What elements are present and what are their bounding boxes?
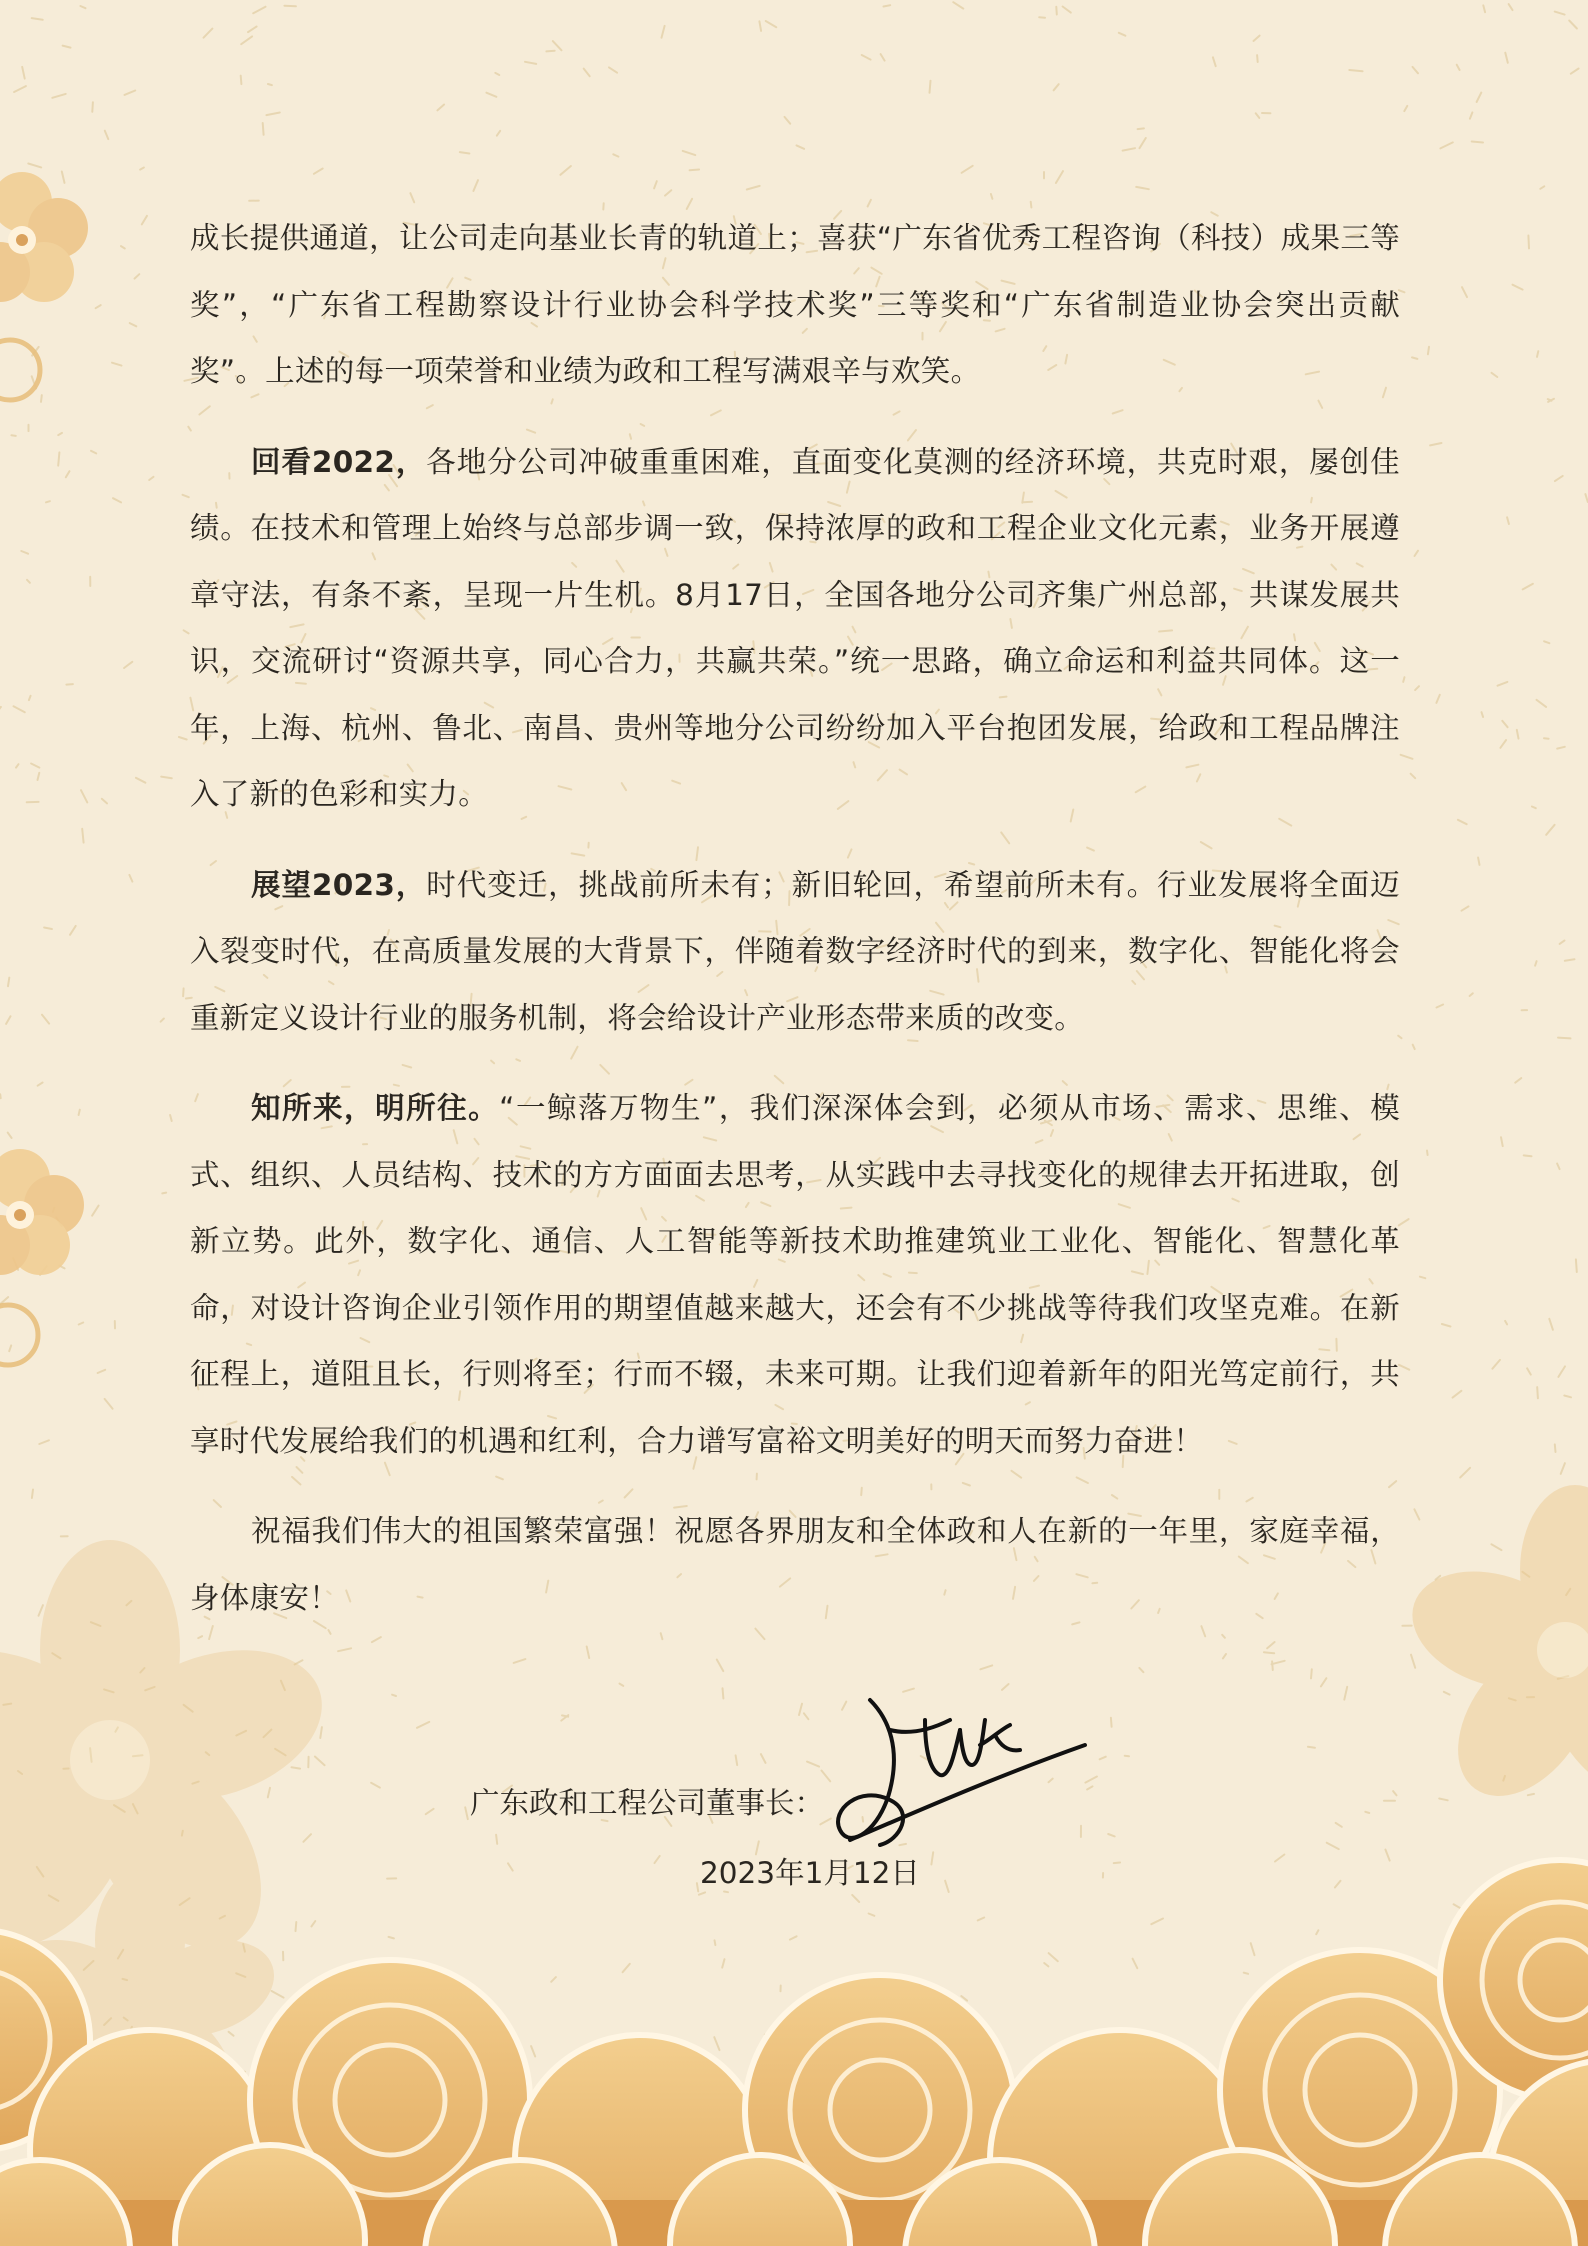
paragraph-text: 各地分公司冲破重重困难，直面变化莫测的经济环境，共克时艰，屡创佳绩。在技术和管理上始终与总部步调一致，保持浓厚的政和工程企业文化元素，业务开展遵章守法，有条不紊，呈现一片生机。8月17日，全国各地分公司齐集广州总部，共谋发展共识，交流研讨“资源共享，同心合力，共赢共荣。”统一思路，确立命运和利益共同体。这一年，上海、杭州、鲁北、南昌、贵州等地分公司纷纷加入平台抱团发展，给政和工程品牌注入了新的色彩和实力。 bbox=[190, 444, 1400, 811]
speckle bbox=[1540, 186, 1544, 189]
speckle bbox=[6, 1016, 10, 1024]
speckle bbox=[1557, 1164, 1560, 1170]
speckle bbox=[417, 1722, 429, 1728]
speckle bbox=[736, 1755, 738, 1765]
speckle bbox=[1257, 55, 1258, 62]
speckle bbox=[1272, 1661, 1285, 1664]
speckle bbox=[8, 978, 9, 987]
speckle bbox=[66, 684, 73, 685]
speckle bbox=[130, 323, 137, 326]
speckle bbox=[1585, 494, 1587, 502]
speckle bbox=[248, 27, 257, 33]
speckle bbox=[38, 773, 40, 780]
speckle bbox=[1557, 747, 1565, 749]
speckle bbox=[1056, 171, 1063, 183]
speckle bbox=[1251, 1943, 1255, 1955]
speckle bbox=[560, 166, 571, 175]
speckle bbox=[135, 274, 140, 278]
paragraph-lead: 展望2023， bbox=[251, 867, 427, 902]
speckle bbox=[1440, 142, 1452, 148]
speckle bbox=[52, 94, 65, 98]
plum-blossom-icon bbox=[0, 172, 88, 400]
speckle bbox=[0, 1094, 1, 1098]
speckle bbox=[161, 1019, 164, 1022]
letter-body bbox=[190, 205, 1400, 1631]
speckle bbox=[1517, 730, 1519, 739]
speckle bbox=[1136, 187, 1149, 189]
speckle bbox=[562, 1715, 568, 1716]
speckle bbox=[1462, 906, 1469, 910]
speckle bbox=[82, 829, 83, 843]
speckle bbox=[8, 1133, 12, 1138]
speckle bbox=[253, 7, 265, 14]
speckle bbox=[1437, 1005, 1444, 1008]
paragraph-review-2022 bbox=[190, 429, 1400, 828]
speckle bbox=[1114, 1863, 1120, 1864]
speckle bbox=[92, 1206, 99, 1216]
paragraph-text: 祝福我们伟大的祖国繁荣富强！祝愿各界朋友和全体政和人在新的一年里，家庭幸福，身体康安！ bbox=[190, 1514, 1400, 1615]
speckle bbox=[437, 105, 444, 111]
speckle bbox=[170, 1115, 172, 1121]
speckle bbox=[142, 216, 147, 225]
speckle bbox=[1564, 1396, 1571, 1398]
speckle bbox=[1420, 1277, 1425, 1279]
paragraph-lead: 回看2022， bbox=[251, 444, 427, 479]
speckle bbox=[1401, 755, 1413, 759]
speckle bbox=[613, 154, 618, 156]
speckle bbox=[296, 1922, 297, 1931]
speckle bbox=[1108, 1834, 1115, 1836]
speckle bbox=[28, 164, 41, 168]
speckle bbox=[962, 166, 973, 173]
speckle bbox=[1119, 33, 1126, 36]
speckle bbox=[978, 1918, 985, 1921]
speckle bbox=[162, 1193, 166, 1194]
speckle bbox=[1413, 67, 1419, 73]
speckle bbox=[22, 67, 25, 79]
speckle bbox=[717, 1660, 724, 1672]
speckle bbox=[804, 1713, 809, 1719]
speckle bbox=[1430, 443, 1441, 445]
speckle bbox=[268, 84, 272, 85]
speckle bbox=[790, 1936, 797, 1939]
speckle bbox=[1316, 1930, 1318, 1934]
speckle bbox=[124, 662, 132, 668]
speckle bbox=[1555, 476, 1563, 481]
speckle bbox=[623, 1964, 630, 1972]
speckle bbox=[496, 1835, 497, 1844]
paragraph-text: 成长提供通道，让公司走向基业长青的轨道上；喜获“广东省优秀工程咨询（科技）成果三等奖”，“广东省工程勘察设计行业协会科学技术奖”三等奖和“广东省制造业协会突出贡献奖”。上述的每一项荣誉和业绩为政和工程写满艰辛与欢笑。 bbox=[190, 221, 1400, 388]
speckle bbox=[314, 169, 323, 174]
speckle bbox=[184, 630, 189, 633]
speckle bbox=[91, 451, 96, 454]
speckle bbox=[183, 988, 184, 996]
paragraph-outlook-2023 bbox=[190, 852, 1400, 1052]
speckle bbox=[1275, 1855, 1284, 1862]
speckle bbox=[661, 1633, 663, 1639]
speckle bbox=[1308, 1747, 1315, 1748]
speckle bbox=[426, 1809, 434, 1814]
speckle bbox=[1321, 1678, 1327, 1686]
speckle bbox=[1213, 57, 1216, 66]
speckle bbox=[1044, 1963, 1048, 1966]
speckle bbox=[799, 1704, 802, 1715]
speckle bbox=[761, 1754, 766, 1763]
speckle bbox=[79, 1110, 80, 1115]
speckle bbox=[9, 1345, 11, 1351]
speckle bbox=[113, 498, 121, 502]
speckle bbox=[546, 51, 554, 52]
speckle bbox=[486, 93, 496, 97]
speckle bbox=[125, 91, 136, 95]
speckle bbox=[1500, 740, 1506, 748]
speckle bbox=[129, 875, 132, 882]
speckle bbox=[553, 41, 562, 50]
speckle bbox=[1482, 712, 1484, 717]
speckle bbox=[1412, 357, 1417, 359]
speckle bbox=[723, 1688, 724, 1698]
flower-watermark-icon bbox=[1397, 1485, 1588, 1821]
speckle bbox=[759, 21, 761, 31]
speckle bbox=[1385, 1850, 1389, 1861]
speckle bbox=[31, 764, 39, 768]
speckle bbox=[320, 1727, 322, 1738]
speckle bbox=[1139, 1668, 1143, 1672]
speckle bbox=[473, 180, 478, 191]
speckle bbox=[1558, 1038, 1571, 1039]
speckle bbox=[1472, 142, 1483, 143]
speckle bbox=[1223, 1654, 1226, 1658]
speckle bbox=[1414, 1509, 1419, 1519]
speckle bbox=[1454, 1904, 1461, 1908]
speckle bbox=[96, 305, 101, 308]
letter-date: 2023年1月12日 bbox=[700, 1856, 920, 1890]
speckle bbox=[620, 1684, 624, 1686]
speckle bbox=[1555, 12, 1565, 15]
speckle bbox=[140, 168, 144, 170]
speckle bbox=[11, 435, 15, 436]
speckle bbox=[884, 5, 891, 6]
speckle bbox=[1549, 1319, 1553, 1330]
speckle bbox=[0, 707, 1, 713]
speckle bbox=[665, 190, 671, 195]
speckle bbox=[1505, 53, 1508, 63]
speckle bbox=[1569, 21, 1577, 29]
speckle bbox=[1002, 1684, 1009, 1690]
speckle bbox=[16, 764, 19, 767]
speckle bbox=[58, 452, 59, 465]
speckle bbox=[1111, 1718, 1112, 1727]
speckle bbox=[1254, 36, 1260, 41]
speckle bbox=[1413, 1045, 1415, 1049]
speckle bbox=[14, 86, 26, 92]
speckle bbox=[460, 152, 470, 153]
paragraph-know-past-future bbox=[190, 1075, 1400, 1474]
speckle bbox=[1470, 993, 1473, 996]
speckle bbox=[112, 363, 122, 366]
speckle bbox=[1537, 351, 1538, 357]
speckle bbox=[98, 1370, 106, 1373]
speckle bbox=[46, 501, 50, 502]
speckle bbox=[945, 1881, 949, 1892]
speckle bbox=[268, 1788, 270, 1798]
speckle bbox=[149, 477, 153, 480]
speckle bbox=[797, 145, 805, 148]
speckle bbox=[1404, 106, 1407, 111]
speckle bbox=[392, 1695, 396, 1696]
handwritten-signature bbox=[830, 1690, 1100, 1860]
speckle bbox=[1063, 7, 1071, 13]
speckle bbox=[1056, 7, 1057, 15]
speckle bbox=[63, 46, 71, 48]
speckle bbox=[410, 193, 414, 202]
speckle bbox=[32, 18, 43, 20]
speckle bbox=[121, 246, 125, 248]
speckle bbox=[284, 6, 296, 7]
speckle bbox=[81, 790, 87, 802]
speckle bbox=[1544, 641, 1549, 643]
speckle bbox=[311, 1921, 315, 1926]
speckle bbox=[1458, 820, 1467, 824]
speckle bbox=[1565, 959, 1575, 961]
speckle bbox=[508, 1863, 513, 1870]
speckle bbox=[1415, 686, 1419, 690]
paragraph-lead: 知所来，明所往。 bbox=[251, 1091, 500, 1125]
speckle bbox=[229, 2032, 234, 2036]
speckle bbox=[587, 1647, 590, 1659]
speckle bbox=[1222, 1635, 1225, 1638]
speckle bbox=[315, 1757, 325, 1766]
speckle bbox=[371, 1783, 380, 1788]
speckle bbox=[66, 471, 70, 477]
speckle bbox=[1532, 807, 1536, 809]
speckle bbox=[1502, 721, 1507, 727]
speckle bbox=[44, 928, 52, 930]
speckle bbox=[930, 81, 931, 93]
speckle bbox=[551, 1977, 556, 1982]
speckle bbox=[266, 113, 279, 116]
speckle bbox=[662, 26, 665, 38]
speckle bbox=[1311, 1669, 1312, 1678]
speckle bbox=[807, 1762, 819, 1767]
speckle bbox=[79, 1323, 84, 1325]
speckle bbox=[525, 62, 536, 64]
speckle bbox=[1460, 1468, 1470, 1478]
speckle bbox=[1462, 287, 1467, 297]
speckle bbox=[1444, 1692, 1450, 1695]
speckle bbox=[1411, 774, 1416, 779]
speckle bbox=[38, 1083, 43, 1086]
speckle bbox=[1272, 1661, 1273, 1670]
speckle bbox=[105, 1399, 113, 1409]
speckle bbox=[32, 1490, 33, 1499]
speckle bbox=[92, 102, 93, 112]
speckle bbox=[1546, 825, 1554, 835]
speckle bbox=[1523, 584, 1533, 590]
speckle bbox=[1393, 1791, 1396, 1795]
speckle bbox=[1256, 113, 1260, 118]
speckle bbox=[465, 1807, 468, 1819]
speckle bbox=[1537, 700, 1547, 707]
paragraph-text: “一鲸落万物生”，我们深深体会到，必须从市场、需求、思维、模式、组织、人员结构、技术的方方面面去思考，从实践中去寻找变化的规律去开拓进取，创新立势。此外，数字化、通信、人工智能等新技术助推建筑业工业化、智能化、智慧化革命，对设计咨询企业引领作用的期望值越来越大，还会有不少挑战等待我们攻坚克难。在新征程上，道阻且长，行则将至；行而不辍，未来可期。让我们迎着新年的阳光笃定前行，共享时代发展给我们的机遇和红利，合力谱写富裕文明美好的明天而努力奋进！ bbox=[190, 1091, 1400, 1458]
speckle bbox=[1515, 1078, 1521, 1083]
speckle bbox=[1509, 4, 1513, 10]
speckle bbox=[1049, 1953, 1058, 1961]
speckle bbox=[1403, 677, 1404, 682]
speckle bbox=[241, 76, 242, 85]
speckle bbox=[1335, 1881, 1341, 1888]
speckle bbox=[1436, 695, 1439, 703]
paragraph-blessing bbox=[190, 1498, 1400, 1631]
speckle bbox=[1524, 1155, 1532, 1156]
speckle bbox=[183, 495, 189, 497]
speckle bbox=[39, 1605, 43, 1616]
speckle bbox=[263, 123, 264, 135]
speckle bbox=[241, 36, 252, 44]
speckle bbox=[1054, 84, 1059, 90]
speckle bbox=[1507, 517, 1509, 524]
speckle bbox=[21, 551, 28, 554]
speckle bbox=[495, 73, 499, 75]
speckle bbox=[1492, 1360, 1500, 1369]
speckle bbox=[531, 2046, 535, 2056]
speckle bbox=[785, 117, 791, 124]
speckle bbox=[1264, 1652, 1274, 1653]
speckle bbox=[1349, 70, 1362, 71]
speckle bbox=[1505, 1321, 1507, 1325]
speckle bbox=[862, 55, 871, 60]
speckle bbox=[1442, 1324, 1451, 1327]
speckle bbox=[1327, 1843, 1339, 1849]
speckle bbox=[1411, 1655, 1415, 1668]
speckle bbox=[1528, 236, 1529, 249]
speckle bbox=[609, 67, 617, 72]
speckle bbox=[991, 194, 993, 199]
speckle bbox=[303, 1834, 311, 1842]
speckle bbox=[1344, 1687, 1347, 1700]
speckle bbox=[1528, 1794, 1534, 1795]
speckle bbox=[1415, 551, 1419, 556]
speckle bbox=[27, 580, 30, 583]
speckle bbox=[1267, 1642, 1274, 1648]
speckle bbox=[1399, 1219, 1409, 1225]
speckle bbox=[338, 1648, 351, 1651]
speckle bbox=[1492, 373, 1498, 377]
speckle bbox=[1535, 961, 1537, 966]
speckle bbox=[1555, 1444, 1556, 1452]
speckle bbox=[102, 799, 107, 804]
speckle bbox=[1365, 1812, 1369, 1813]
speckle bbox=[1439, 1799, 1448, 1801]
speckle bbox=[497, 131, 500, 136]
speckle bbox=[869, 1914, 875, 1916]
speckle bbox=[136, 778, 146, 783]
plum-blossom-icon bbox=[0, 1149, 84, 1365]
speckle bbox=[1140, 138, 1146, 148]
speckle bbox=[1501, 1137, 1503, 1146]
speckle bbox=[715, 1940, 716, 1945]
speckle bbox=[161, 777, 172, 779]
speckle bbox=[714, 2037, 719, 2050]
speckle bbox=[1571, 69, 1579, 74]
speckle bbox=[204, 29, 213, 38]
speckle bbox=[654, 181, 657, 188]
speckle bbox=[1544, 738, 1549, 739]
speckle bbox=[683, 151, 696, 155]
speckle bbox=[1491, 1544, 1501, 1550]
speckle bbox=[1244, 1973, 1248, 1974]
speckle bbox=[1453, 1391, 1462, 1398]
speckle bbox=[1133, 1959, 1138, 1969]
speckle bbox=[697, 1883, 698, 1891]
speckle bbox=[1477, 93, 1482, 102]
speckle bbox=[372, 1637, 381, 1642]
speckle bbox=[1561, 1463, 1565, 1474]
speckle bbox=[1427, 1151, 1428, 1156]
speckle bbox=[1138, 128, 1144, 129]
speckle bbox=[1125, 1756, 1129, 1757]
speckle bbox=[1478, 858, 1479, 865]
speckle bbox=[690, 170, 700, 171]
speckle bbox=[953, 2, 963, 8]
speckle bbox=[41, 395, 42, 402]
speckle bbox=[1399, 1365, 1409, 1370]
speckle bbox=[1558, 1366, 1565, 1377]
speckle bbox=[1513, 285, 1523, 290]
speckle bbox=[1123, 148, 1135, 150]
speckle bbox=[1457, 65, 1460, 70]
speckle bbox=[105, 131, 109, 139]
speckle bbox=[722, 1959, 724, 1967]
speckle bbox=[1470, 112, 1473, 118]
speckle bbox=[272, 1991, 284, 1998]
speckle bbox=[1576, 1259, 1577, 1272]
speckle bbox=[80, 6, 85, 8]
speckle bbox=[1483, 5, 1485, 12]
speckle bbox=[198, 1636, 202, 1638]
speckle bbox=[655, 1856, 660, 1863]
speckle bbox=[1336, 1823, 1342, 1827]
speckle bbox=[1100, 1757, 1106, 1760]
speckle bbox=[70, 926, 76, 935]
paragraph-text: 时代变迁，挑战前所未有；新旧轮回，希望前所未有。行业发展将全面迈入裂变时代，在高质量发展的大背景下，伴随着数字经济时代的到来，数字化、智能化将会重新定义设计行业的服务机制，将会给设计产业形态带来质的改变。 bbox=[190, 867, 1400, 1035]
speckle bbox=[1527, 1368, 1531, 1374]
speckle bbox=[1151, 1919, 1163, 1925]
paragraph-achievements bbox=[190, 205, 1400, 405]
speckle bbox=[766, 21, 777, 27]
speckle bbox=[389, 1937, 394, 1939]
speckle bbox=[14, 706, 25, 712]
speckle bbox=[584, 69, 590, 77]
speckle bbox=[58, 433, 62, 435]
speckle bbox=[42, 1015, 49, 1024]
speckle bbox=[881, 54, 885, 61]
speckle bbox=[980, 1665, 992, 1669]
speckle bbox=[1560, 941, 1565, 944]
signer-title: 广东政和工程公司董事长： bbox=[470, 1786, 825, 1820]
speckle bbox=[39, 1440, 49, 1444]
speckle bbox=[29, 696, 31, 700]
speckle bbox=[1498, 682, 1508, 686]
speckle bbox=[62, 172, 65, 183]
speckle bbox=[179, 737, 187, 740]
speckle bbox=[1428, 347, 1429, 355]
speckle bbox=[514, 1659, 526, 1663]
speckle bbox=[1537, 1387, 1538, 1398]
speckle bbox=[292, 1767, 301, 1768]
speckle bbox=[747, 186, 760, 190]
